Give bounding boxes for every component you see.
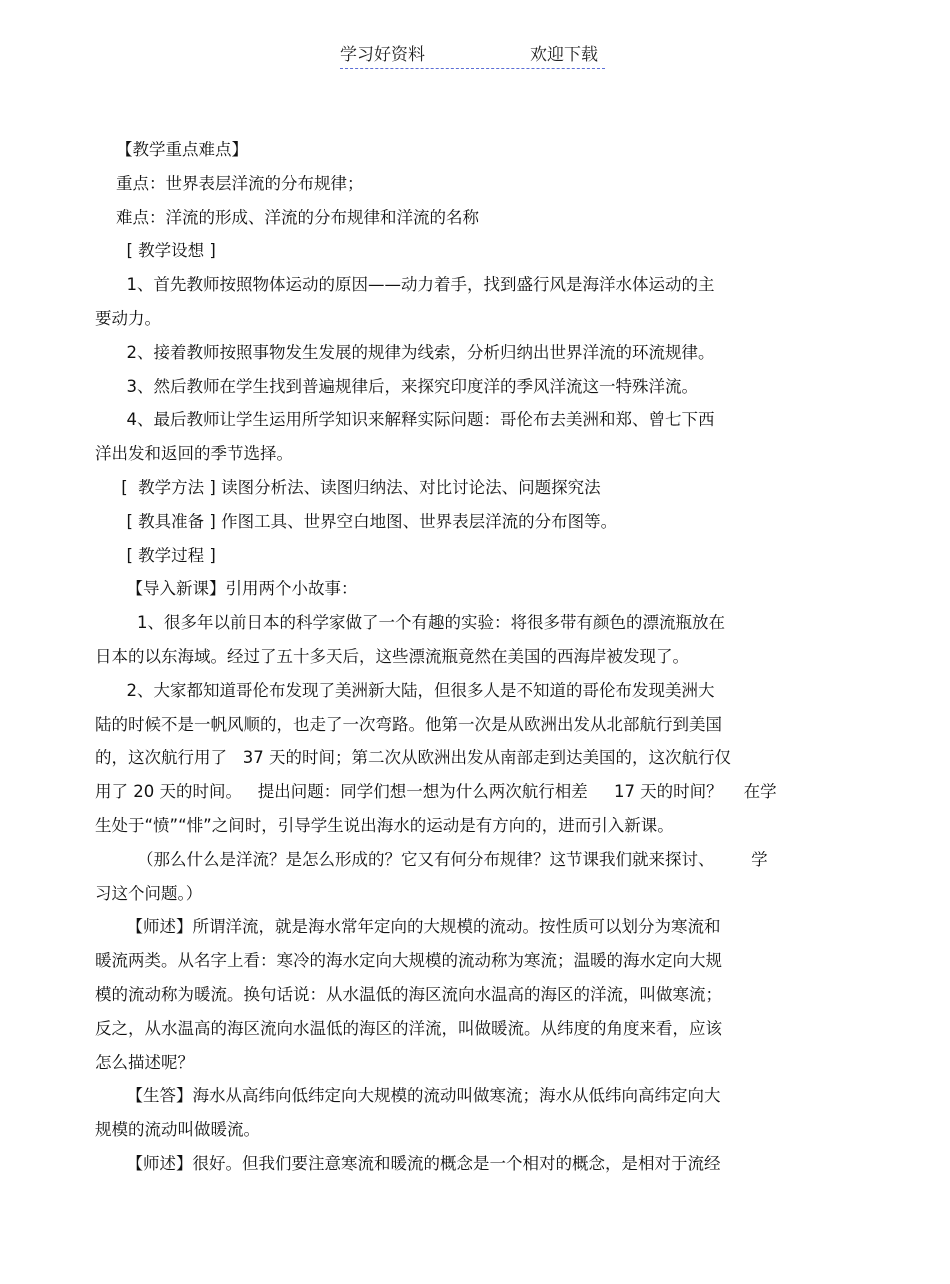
text-line: 1、很多年以前日本的科学家做了一个有趣的实验：将很多带有颜色的漂流瓶放在 — [95, 613, 725, 633]
text-line: 习这个问题。） — [95, 883, 203, 903]
text-line: 1、首先教师按照物体运动的原因——动力着手，找到盛行风是海洋水体运动的主 — [95, 275, 715, 295]
text-line: 难点：洋流的形成、洋流的分布规律和洋流的名称 — [95, 207, 479, 227]
text-line: [ 教学过程 ] — [95, 545, 216, 565]
text-line: 日本的以东海域。经过了五十多天后，这些漂流瓶竟然在美国的西海岸被发现了。 — [95, 646, 689, 666]
header-right-text: 欢迎下载 — [530, 45, 598, 65]
text-line: 洋出发和返回的季节选择。 — [95, 444, 293, 464]
page-header — [0, 42, 950, 72]
text-line: 暖流两类。从名字上看：寒冷的海水定向大规模的流动称为寒流；温暖的海水定向大规 — [95, 951, 722, 971]
header-left-text: 学习好资料 — [340, 45, 425, 65]
text-line: 2、大家都知道哥伦布发现了美洲新大陆，但很多人是不知道的哥伦布发现美洲大 — [95, 680, 715, 700]
text-line: 【导入新课】引用两个小故事： — [95, 579, 358, 599]
text-line: 4、最后教师让学生运用所学知识来解释实际问题：哥伦布去美洲和郑、曾七下西 — [95, 410, 715, 430]
text-line: 【生答】海水从高纬向低纬定向大规模的流动叫做寒流；海水从低纬向高纬定向大 — [95, 1086, 721, 1106]
text-line: 反之，从水温高的海区流向水温低的海区的洋流，叫做暖流。从纬度的角度来看，应该 — [95, 1018, 722, 1038]
text-line: 3、然后教师在学生找到普遍规律后，来探究印度洋的季风洋流这一特殊洋流。 — [95, 376, 698, 396]
text-line: 【教学重点难点】 — [95, 140, 248, 159]
text-line: 用了 20 天的时间。 提出问题：同学们想一想为什么两次航行相差 17 天的时间？ 在学 — [95, 782, 777, 802]
text-line: [ 教学设想 ] — [95, 241, 216, 261]
text-line: 的，这次航行用了 37 天的时间；第二次从欧洲出发从南部走到达美国的，这次航行仅 — [95, 748, 731, 768]
text-line: [ 教具准备 ] 作图工具、世界空白地图、世界表层洋流的分布图等。 — [95, 511, 618, 531]
text-line: 【师述】很好。但我们要注意寒流和暖流的概念是一个相对的概念，是相对于流经 — [95, 1153, 721, 1173]
text-line: 模的流动称为暖流。换句话说：从水温低的海区流向水温高的海区的洋流，叫做寒流； — [95, 984, 722, 1004]
header-dashed-rule — [340, 68, 605, 69]
text-line: 2、接着教师按照事物发生发展的规律为线索，分析归纳出世界洋流的环流规律。 — [95, 342, 715, 362]
document-body — [95, 133, 865, 1181]
text-line: 重点：世界表层洋流的分布规律； — [95, 173, 364, 193]
text-line: 规模的流动叫做暖流。 — [95, 1120, 260, 1140]
text-line: 陆的时候不是一帆风顺的，也走了一次弯路。他第一次是从欧洲出发从北部航行到美国 — [95, 714, 722, 734]
text-line: 怎么描述呢？ — [95, 1052, 194, 1072]
text-line: （那么什么是洋流？是怎么形成的？它又有何分布规律？这节课我们就来探讨、 学 — [95, 849, 768, 869]
text-line: 生处于“愤”“悱”之间时，引导学生说出海水的运动是有方向的，进而引入新课。 — [95, 815, 674, 835]
text-line: [ 教学方法 ] 读图分析法、读图归纳法、对比讨论法、问题探究法 — [95, 477, 601, 497]
text-line: 【师述】所谓洋流，就是海水常年定向的大规模的流动。按性质可以划分为寒流和 — [95, 917, 721, 937]
text-line: 要动力。 — [95, 308, 161, 328]
